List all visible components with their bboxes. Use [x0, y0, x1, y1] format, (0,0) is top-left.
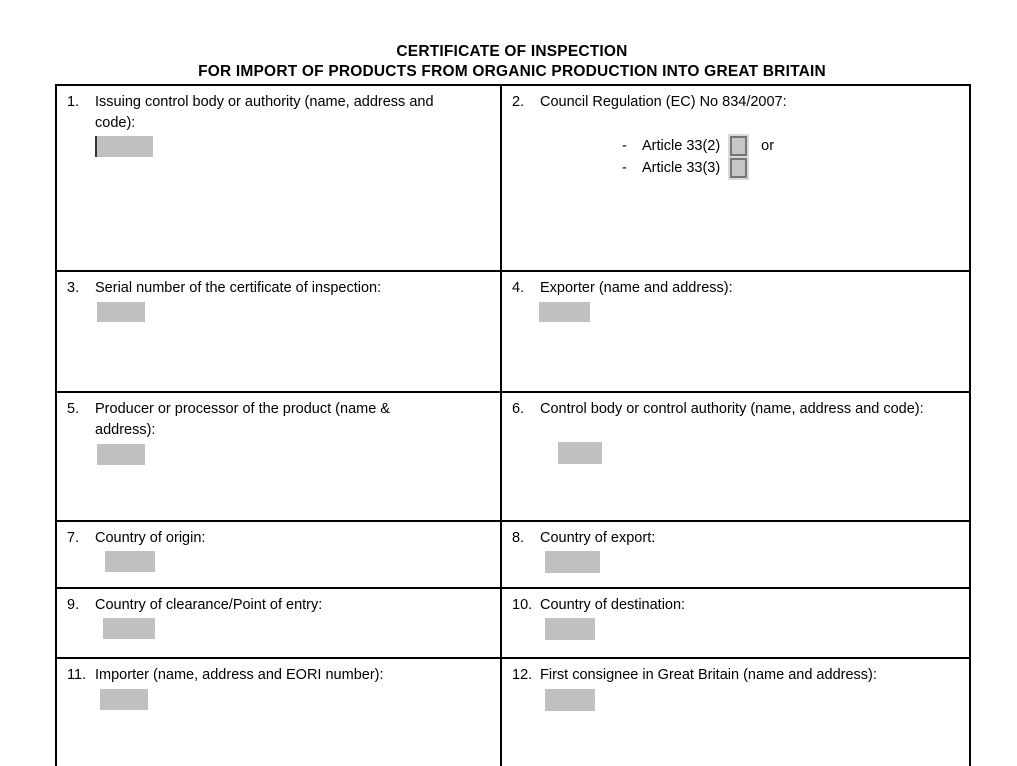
- cell-7-country-of-origin: [56, 521, 501, 588]
- item-label: Importer (name, address and EORI number):: [95, 667, 384, 683]
- field-serial-number[interactable]: [97, 302, 145, 322]
- item-label: Country of origin:: [95, 530, 206, 546]
- item-label: Exporter (name and address):: [540, 280, 733, 296]
- item-number: 6.: [512, 401, 525, 417]
- regulation-options: [512, 135, 961, 179]
- item-label: First consignee in Great Britain (name and address):: [540, 667, 877, 683]
- cell-10-country-of-destination: [501, 588, 970, 658]
- field-importer[interactable]: [100, 689, 148, 710]
- cell-2-council-regulation: [501, 85, 970, 271]
- item-number: 2.: [512, 94, 525, 110]
- title-line1: CERTIFICATE OF INSPECTION: [396, 43, 628, 60]
- field-first-consignee[interactable]: [545, 689, 595, 711]
- field-control-body[interactable]: [558, 442, 602, 464]
- option-suffix: or: [761, 137, 775, 154]
- item-label: Country of export:: [540, 530, 656, 546]
- item-number: 11.: [67, 667, 87, 683]
- item-number: 5.: [67, 401, 80, 417]
- checkbox-article-33-2[interactable]: [730, 136, 747, 156]
- item-number: 12.: [512, 667, 533, 683]
- checkbox-article-33-3[interactable]: [730, 158, 747, 178]
- option-article-33-2: [622, 135, 961, 157]
- option-label: Article 33(3): [642, 159, 721, 176]
- cell-8-country-of-export: [501, 521, 970, 588]
- item-label: Control body or control authority (name, address and code):: [540, 401, 924, 417]
- cell-6-control-body: [501, 392, 970, 521]
- cell-11-importer: [56, 658, 501, 766]
- item-label: Producer or processor of the product (name & address):: [95, 401, 390, 438]
- document-title: [55, 42, 969, 82]
- item-label: Council Regulation (EC) No 834/2007:: [540, 94, 787, 110]
- item-number: 4.: [512, 280, 525, 296]
- item-label: Issuing control body or authority (name, address and code):: [95, 94, 434, 131]
- field-country-of-destination[interactable]: [545, 618, 595, 640]
- field-issuing-control-body[interactable]: [95, 136, 153, 157]
- dash-bullet: -: [622, 159, 627, 176]
- item-number: 3.: [67, 280, 80, 296]
- cell-12-first-consignee: [501, 658, 970, 766]
- item-label: Country of destination:: [540, 597, 686, 613]
- cell-1-issuing-control-body: [56, 85, 501, 271]
- field-producer-processor[interactable]: [97, 444, 145, 465]
- item-label: Country of clearance/Point of entry:: [95, 597, 323, 613]
- certificate-form-table: [55, 84, 971, 766]
- cell-5-producer-processor: [56, 392, 501, 521]
- cell-3-serial-number: [56, 271, 501, 392]
- field-country-of-export[interactable]: [545, 551, 600, 573]
- item-number: 8.: [512, 530, 525, 546]
- item-number: 7.: [67, 530, 80, 546]
- dash-bullet: -: [622, 137, 627, 154]
- item-number: 1.: [67, 94, 80, 110]
- item-number: 10.: [512, 597, 533, 613]
- field-country-of-origin[interactable]: [105, 551, 155, 572]
- cell-4-exporter: [501, 271, 970, 392]
- field-country-of-clearance[interactable]: [103, 618, 155, 639]
- option-article-33-3: [622, 157, 961, 179]
- option-label: Article 33(2): [642, 137, 721, 154]
- item-number: 9.: [67, 597, 80, 613]
- text-cursor: [95, 136, 97, 157]
- item-label: Serial number of the certificate of inspection:: [95, 280, 382, 296]
- cell-9-country-of-clearance: [56, 588, 501, 658]
- field-exporter[interactable]: [539, 302, 590, 322]
- title-line2: FOR IMPORT OF PRODUCTS FROM ORGANIC PRODUCTION INTO GREAT BRITAIN: [198, 63, 826, 80]
